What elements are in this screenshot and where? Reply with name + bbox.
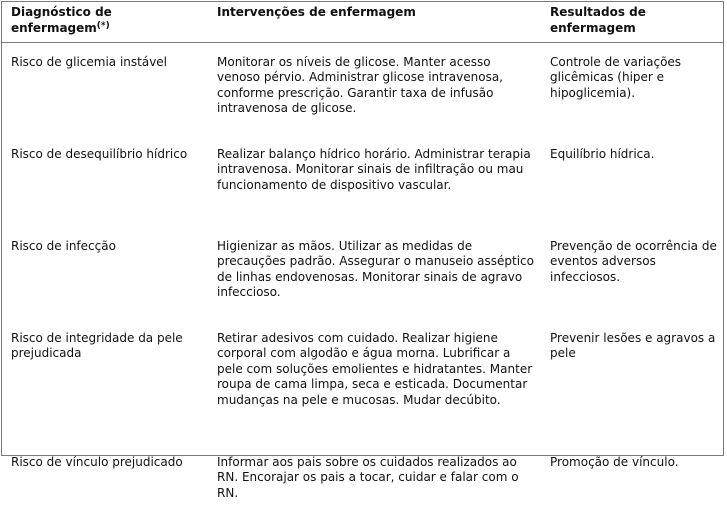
interventions-cell: Higienizar as mãos. Utilizar as medidas de precauções padrão. Assegurar o manuseio asséptico de linhas endovenosas. Monitorar sinais de agravo infeccioso. xyxy=(217,238,534,299)
header-results: Resultados de enfermagem xyxy=(538,2,723,42)
diagnosis-cell: Risco de desequilíbrio hídrico xyxy=(11,146,188,161)
interventions-cell: Retirar adesivos com cuidado. Realizar higiene corporal com algodão e água morna. Lubrificar a pele com soluções emolientes e hidratantes. Manter roupa de cama limpa, seca e esticada. Documentar mudanças na pele e mucosas. Mudar decúbito. xyxy=(217,330,533,407)
table-header-row xyxy=(2,2,723,42)
diagnosis-cell: Risco de infecção xyxy=(11,238,116,253)
diagnosis-cell: Risco de glicemia instável xyxy=(11,54,168,69)
header-diagnosis-label: Diagnóstico de enfermagem xyxy=(11,5,112,35)
header-diagnosis xyxy=(2,2,208,42)
result-cell: Prevenção de ocorrência de eventos adversos infecciosos. xyxy=(550,238,717,284)
interventions-cell: Monitorar os níveis de glicose. Manter acesso venoso pérvio. Administrar glicose intravenosa, conforme prescrição. Garantir taxa de infusão intravenosa de glicose. xyxy=(217,54,503,115)
table-row xyxy=(2,319,723,443)
care-plan-table xyxy=(2,2,723,513)
diagnosis-cell: Risco de vínculo prejudicado xyxy=(11,454,183,469)
header-diagnosis-footnote: (*) xyxy=(96,20,110,31)
interventions-cell: Realizar balanço hídrico horário. Administrar terapia intravenosa. Monitorar sinais de infiltração ou mau funcionamento de dispositivo vascular. xyxy=(217,146,531,192)
nursing-care-table xyxy=(1,1,724,500)
table-row xyxy=(2,443,723,513)
result-cell: Promoção de vínculo. xyxy=(550,454,679,469)
table-row xyxy=(2,42,723,135)
result-cell: Controle de variações glicêmicas (hiper e hipoglicemia). xyxy=(550,54,682,100)
result-cell: Prevenir lesões e agravos a pele xyxy=(550,330,716,360)
interventions-cell: Informar aos pais sobre os cuidados realizados ao RN. Encorajar os pais a tocar, cuidar e falar com o RN. xyxy=(217,454,519,500)
table-row xyxy=(2,227,723,319)
header-interventions: Intervenções de enfermagem xyxy=(208,2,538,42)
diagnosis-cell: Risco de integridade da pele prejudicada xyxy=(11,330,183,360)
table-row xyxy=(2,135,723,227)
result-cell: Equilíbrio hídrica. xyxy=(550,146,655,161)
